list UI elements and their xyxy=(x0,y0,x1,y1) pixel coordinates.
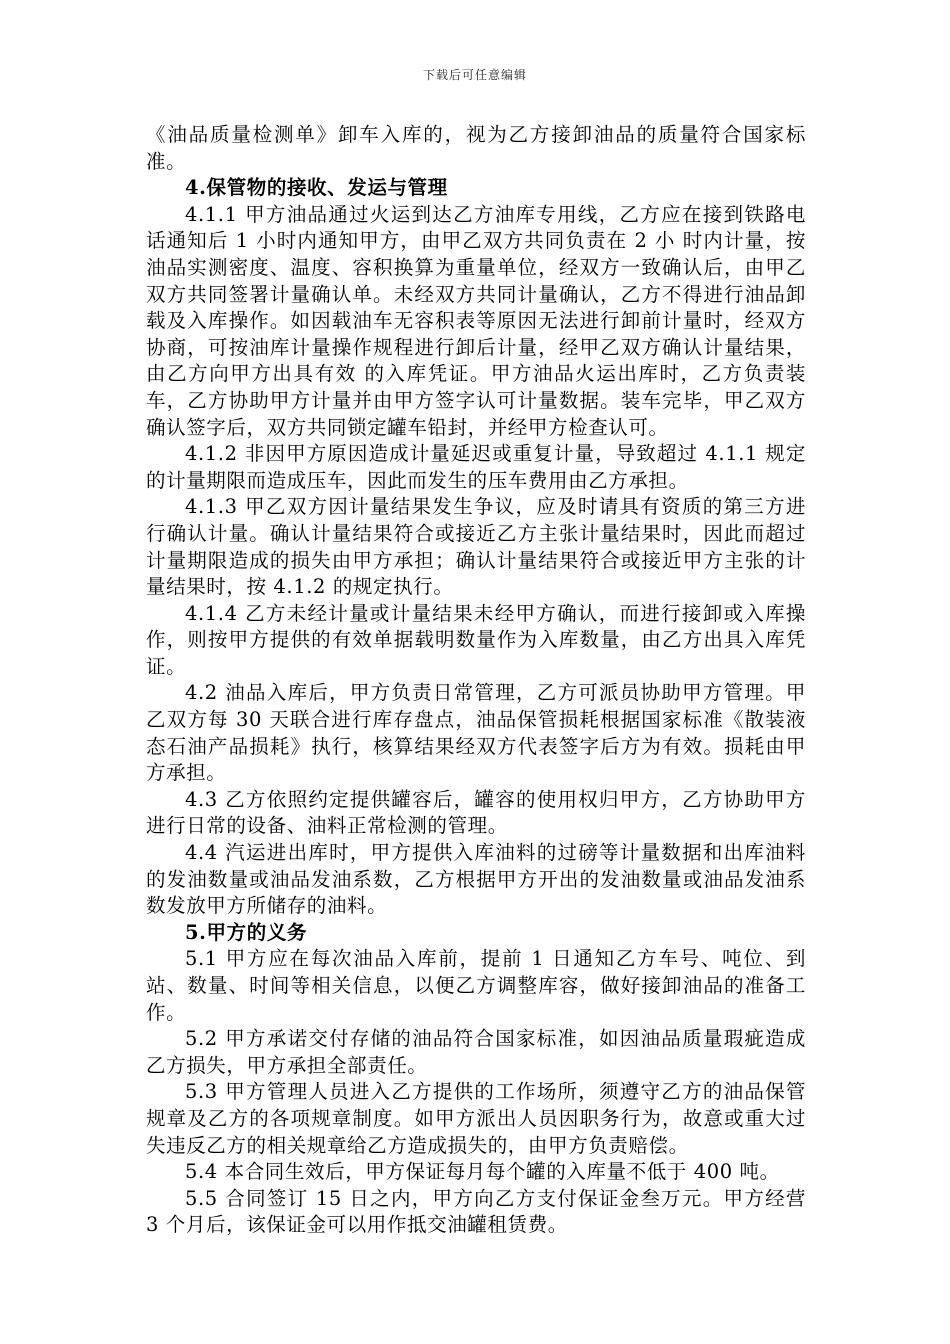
clause-5-2: 5.2 甲方承诺交付存储的油品符合国家标准，如因油品质量瑕疵造成乙方损失，甲方承担全部责任。 xyxy=(146,1027,806,1077)
clause-4-1-2: 4.1.2 非因甲方原因造成计量延迟或重复计量，导致超过 4.1.1 规定的计量期限而造成压车，因此而发生的压车费用由乙方承担。 xyxy=(146,442,806,492)
clause-5-4: 5.4 本合同生效后，甲方保证每月每个罐的入库量不低于 400 吨。 xyxy=(185,1160,780,1184)
section-5-heading: 5.甲方的义务 xyxy=(185,920,308,944)
section-4-heading: 4.保管物的接收、发运与管理 xyxy=(185,176,448,200)
page-header: 下载后可任意编辑 xyxy=(422,68,527,82)
document-body xyxy=(146,122,806,1239)
clause-4-1-1: 4.1.1 甲方油品通过火运到达乙方油库专用线，乙方应在接到铁路电话通知后 1 小时内通知甲方，由甲乙双方共同负责在 2 小 时内计量，按油品实测密度、温度、容积换算为重量单位，经双方一致确认后，由甲乙双方共同签署计量确认单。未经双方共同计量确认，乙方不得进行油品卸载及入库操作。如因载油车无容积表等原因无法进行卸前计量时，经双方协商，可按油库计量操作规程进行卸后计量，经甲乙双方确认计量结果，由乙方向甲方出具有效 的入库凭证。甲方油品火运出库时，乙方负责装车，乙方协助甲方计量并由甲方签字认可计量数据。装车完毕，甲乙双方确认签字后，双方共同锁定罐车铅封，并经甲方检查认可。 xyxy=(146,202,806,439)
clause-4-1-3: 4.1.3 甲乙双方因计量结果发生争议，应及时请具有资质的第三方进行确认计量。确认计量结果符合或接近乙方主张计量结果时，因此而超过计量期限造成的损失由甲方承担；确认计量结果符合或接近甲方主张的计量结果时，按 4.1.2 的规定执行。 xyxy=(146,495,806,599)
clause-4-1-4: 4.1.4 乙方未经计量或计量结果未经甲方确认，而进行接卸或入库操作，则按甲方提供的有效单据载明数量作为入库数量，由乙方出具入库凭证。 xyxy=(146,601,806,678)
continuation-paragraph: 《油品质量检测单》卸车入库的，视为乙方接卸油品的质量符合国家标准。 xyxy=(146,123,806,173)
clause-5-3: 5.3 甲方管理人员进入乙方提供的工作场所，须遵守乙方的油品保管规章及乙方的各项规章制度。如甲方派出人员因职务行为，故意或重大过失违反乙方的相关规章给乙方造成损失的，由甲方负责赔偿。 xyxy=(146,1080,806,1157)
clause-4-4: 4.4 汽运进出库时，甲方提供入库油料的过磅等计量数据和出库油料的发油数量或油品发油系数，乙方根据甲方开出的发油数量或油品发油系数发放甲方所储存的油料。 xyxy=(146,841,806,918)
clause-4-2: 4.2 油品入库后，甲方负责日常管理，乙方可派员协助甲方管理。甲乙双方每 30 天联合进行库存盘点，油品保管损耗根据国家标准《散装液态石油产品损耗》执行，核算结果经双方代表签字后方为有效。损耗由甲方承担。 xyxy=(146,681,806,785)
clause-5-5: 5.5 合同签订 15 日之内，甲方向乙方支付保证金叁万元。甲方经营 3 个月后，该保证金可以用作抵交油罐租赁费。 xyxy=(146,1186,806,1237)
clause-5-1: 5.1 甲方应在每次油品入库前，提前 1 日通知乙方车号、吨位、到站、数量、时间等相关信息，以便乙方调整库容，做好接卸油品的准备工作。 xyxy=(146,947,806,1024)
clause-4-3: 4.3 乙方依照约定提供罐容后，罐容的使用权归甲方，乙方协助甲方进行日常的设备、油料正常检测的管理。 xyxy=(146,787,806,838)
